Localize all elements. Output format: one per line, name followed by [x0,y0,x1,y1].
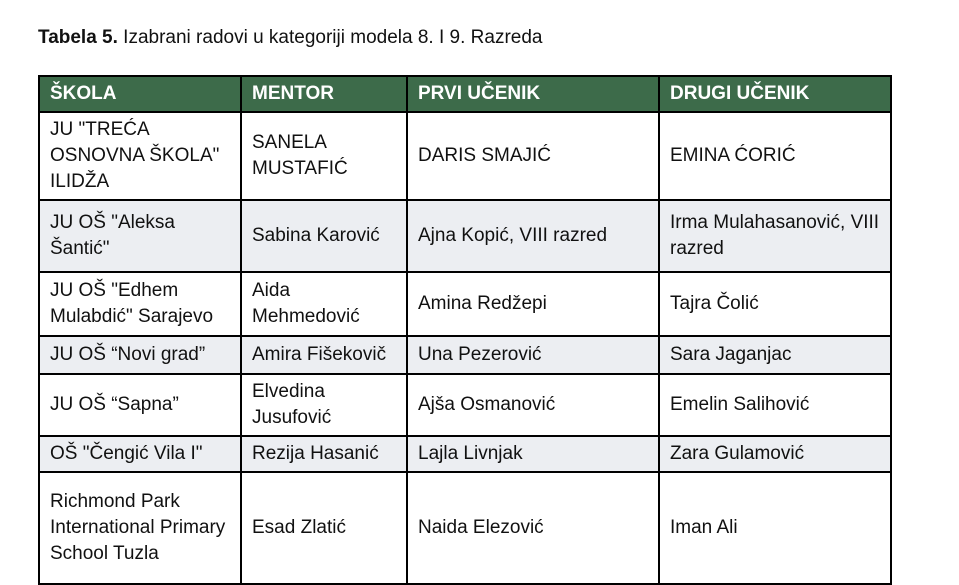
cell-prvi-ucenik: Ajna Kopić, VIII razred [407,200,659,272]
cell-skola: JU OŠ “Sapna” [39,374,241,436]
cell-drugi-ucenik: Sara Jaganjac [659,336,891,374]
caption-label: Tabela 5. [38,27,118,48]
cell-drugi-ucenik: Irma Mulahasanović, VIII razred [659,200,891,272]
table-row [39,200,891,272]
table-row [39,436,891,472]
cell-mentor: Elvedina Jusufović [241,374,407,436]
cell-skola: JU OŠ "Aleksa Šantić" [39,200,241,272]
cell-mentor: Amira Fišekovič [241,336,407,374]
table-row [39,112,891,200]
table-row [39,472,891,584]
cell-drugi-ucenik: Tajra Čolić [659,272,891,336]
table-row [39,374,891,436]
table-row [39,336,891,374]
cell-prvi-ucenik: Amina Redžepi [407,272,659,336]
results-table [38,75,892,585]
caption-text: Izabrani radovi u kategoriji modela 8. I 9. Razreda [117,27,543,48]
cell-mentor: Rezija Hasanić [241,436,407,472]
cell-skola: JU OŠ "Edhem Mulabdić" Sarajevo [39,272,241,336]
cell-skola: JU "TREĆA OSNOVNA ŠKOLA" ILIDŽA [39,112,241,200]
cell-prvi-ucenik: Lajla Livnjak [407,436,659,472]
cell-drugi-ucenik: Zara Gulamović [659,436,891,472]
cell-prvi-ucenik: Una Pezerović [407,336,659,374]
header-drugi-ucenik: DRUGI UČENIK [659,76,891,112]
header-skola: ŠKOLA [39,76,241,112]
cell-skola: JU OŠ “Novi grad” [39,336,241,374]
cell-mentor: Esad Zlatić [241,472,407,584]
table-caption [38,27,542,49]
cell-prvi-ucenik: Ajša Osmanović [407,374,659,436]
cell-mentor: Aida Mehmedović [241,272,407,336]
cell-mentor: Sabina Karović [241,200,407,272]
cell-drugi-ucenik: Iman Ali [659,472,891,584]
table-row [39,272,891,336]
cell-mentor: SANELA MUSTAFIĆ [241,112,407,200]
header-mentor: MENTOR [241,76,407,112]
cell-drugi-ucenik: Emelin Salihović [659,374,891,436]
cell-drugi-ucenik: EMINA ĆORIĆ [659,112,891,200]
cell-prvi-ucenik: Naida Elezović [407,472,659,584]
header-row [39,76,891,112]
header-prvi-ucenik: PRVI UČENIK [407,76,659,112]
cell-prvi-ucenik: DARIS SMAJIĆ [407,112,659,200]
cell-skola: OŠ "Čengić Vila I" [39,436,241,472]
cell-skola: Richmond Park International Primary School Tuzla [39,472,241,584]
